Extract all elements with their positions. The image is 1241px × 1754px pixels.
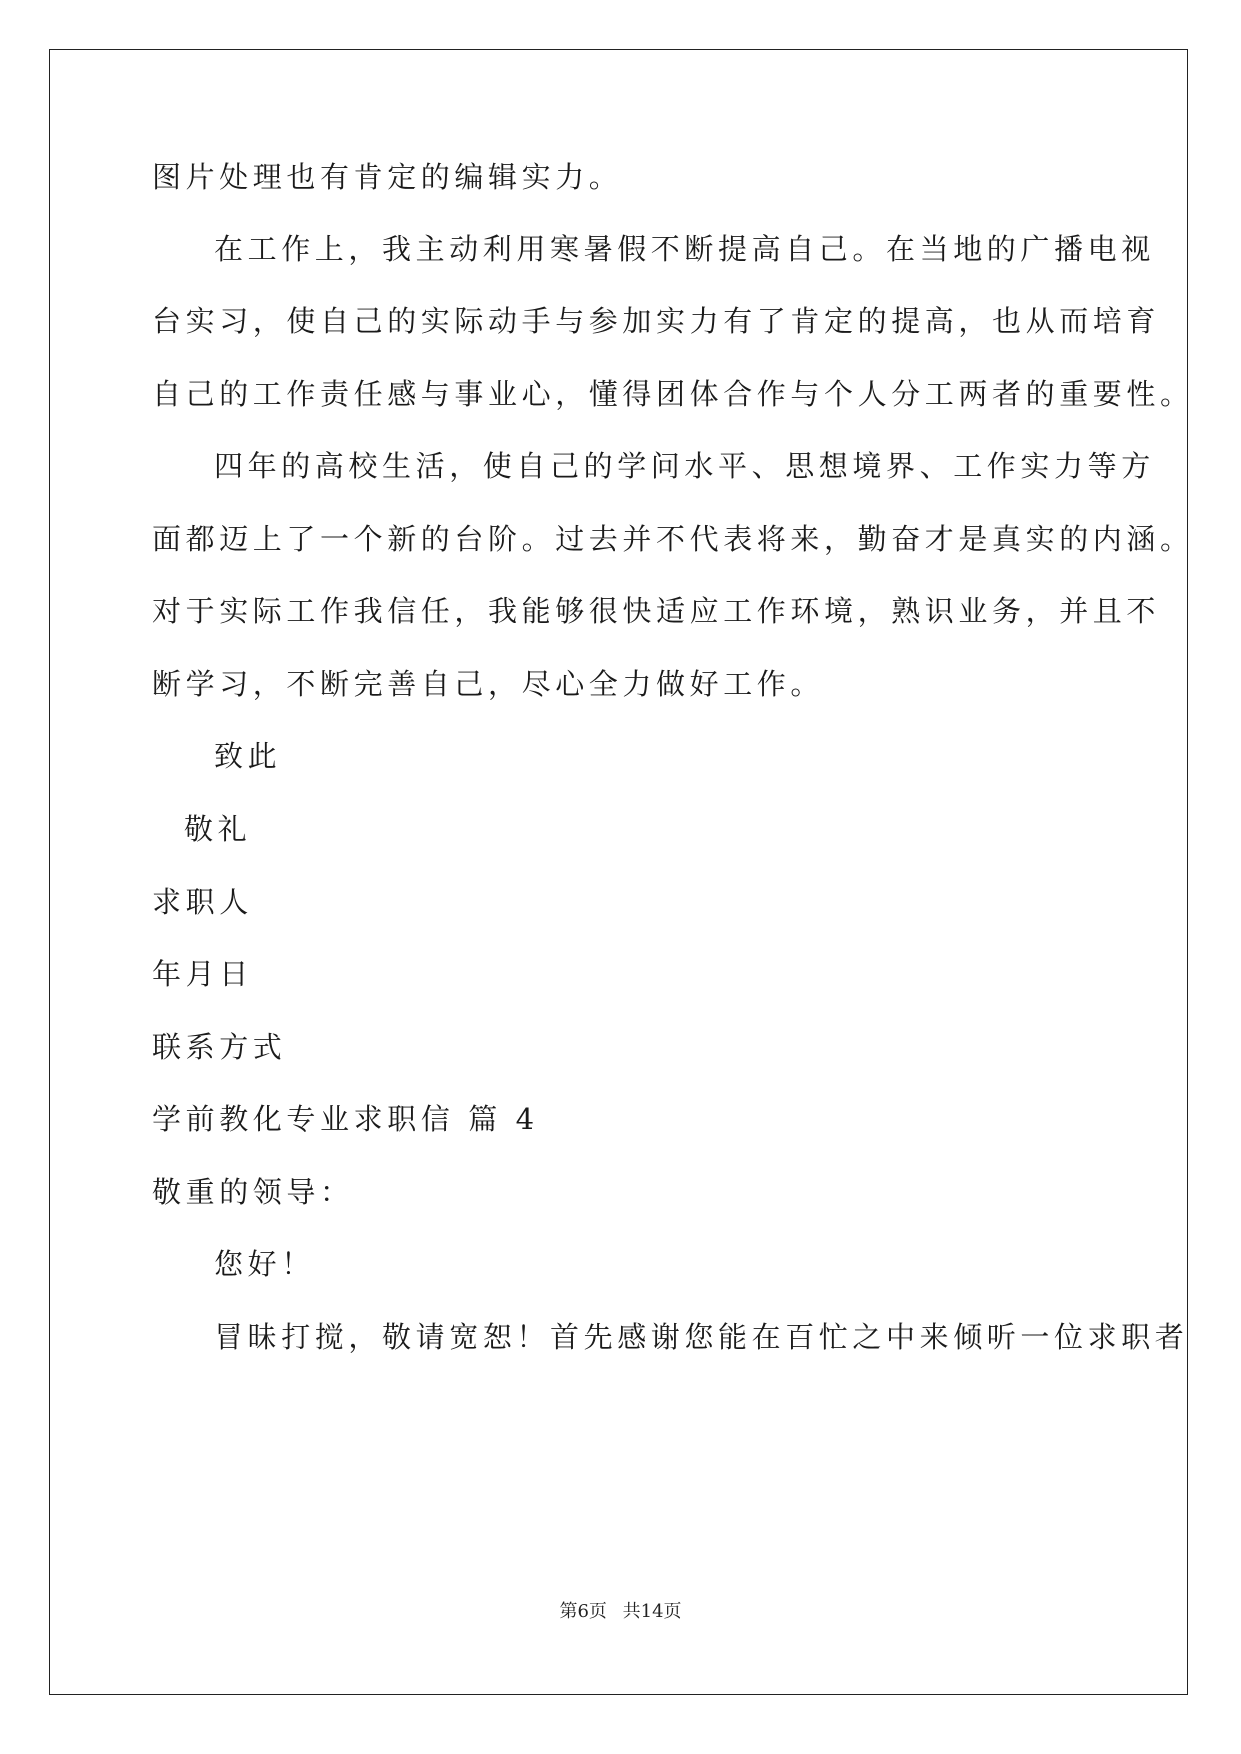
signature-date: 年月日 [152, 957, 253, 991]
closing-zhici: 致此 [214, 739, 282, 773]
paragraph-university-line-1: 四年的高校生活，使自己的学问水平、思想境界、工作实力等方 [214, 449, 1155, 483]
body-line-1: 图片处理也有肯定的编辑实力。 [152, 160, 623, 194]
paragraph-work-line-2: 台实习，使自己的实际动手与参加实力有了肯定的提高，也从而培育 [152, 304, 1161, 338]
body-opening-line: 冒昧打搅，敬请宽恕！首先感谢您能在百忙之中来倾听一位求职者 [214, 1320, 1189, 1354]
signature-contact: 联系方式 [152, 1030, 287, 1064]
paragraph-university-line-3: 对于实际工作我信任，我能够很快适应工作环境，熟识业务，并且不 [152, 594, 1161, 628]
closing-jingli: 敬礼 [184, 812, 252, 846]
signature-applicant: 求职人 [152, 885, 253, 919]
paragraph-university-line-2: 面都迈上了一个新的台阶。过去并不代表将来，勤奋才是真实的内涵。 [152, 522, 1194, 556]
paragraph-work-line-3: 自己的工作责任感与事业心，懂得团体合作与个人分工两者的重要性。 [152, 377, 1194, 411]
section-heading: 学前教化专业求职信 篇 4 [152, 1102, 539, 1136]
greeting: 您好！ [214, 1247, 315, 1281]
total-pages: 共14页 [622, 1601, 682, 1622]
paragraph-work-line-1: 在工作上，我主动利用寒暑假不断提高自己。在当地的广播电视 [214, 232, 1155, 266]
salutation: 敬重的领导： [152, 1175, 354, 1209]
page-number: 第6页 [559, 1601, 607, 1622]
paragraph-university-line-4: 断学习，不断完善自己，尽心全力做好工作。 [152, 667, 825, 701]
page-border [49, 49, 1188, 1695]
page-footer [0, 1597, 1241, 1623]
